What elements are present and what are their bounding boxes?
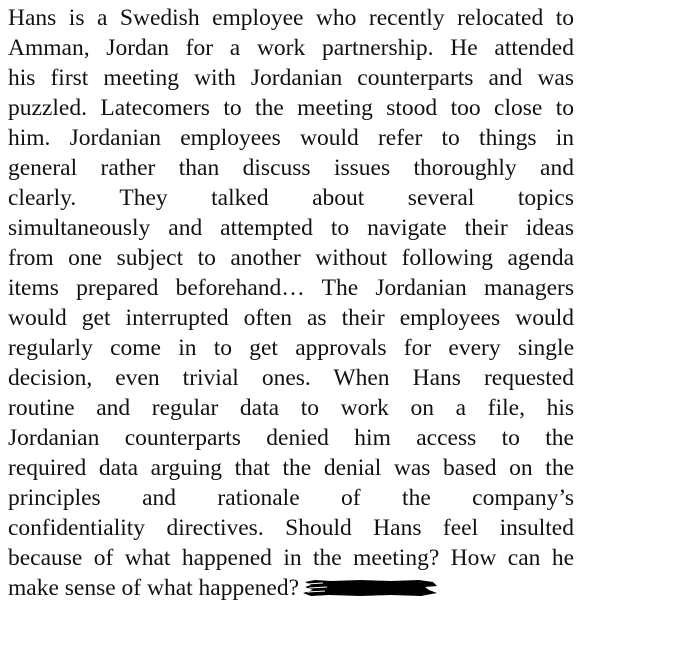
- redaction-scribble: [301, 578, 441, 598]
- last-line-text: make sense of what happened?: [8, 575, 300, 601]
- text-line: general rather than discuss issues thoroughly and: [8, 155, 574, 181]
- text-line: his first meeting with Jordanian counterparts and was: [8, 65, 574, 91]
- text-line: simultaneously and attempted to navigate their ideas: [8, 215, 574, 241]
- text-line: confidentiality directives. Should Hans feel insulted: [8, 515, 574, 541]
- text-line: required data arguing that the denial was based on the: [8, 455, 574, 481]
- redaction-mark: [301, 578, 441, 598]
- text-line: regularly come in to get approvals for every single: [8, 335, 574, 361]
- text-line: clearly. They talked about several topics: [8, 185, 574, 211]
- text-line: Amman, Jordan for a work partnership. He attended: [8, 35, 574, 61]
- text-line: items prepared beforehand… The Jordanian managers: [8, 275, 574, 301]
- text-line-last: [8, 573, 574, 603]
- text-line: decision, even trivial ones. When Hans requested: [8, 365, 574, 391]
- question-text: [8, 3, 574, 603]
- text-line: principles and rationale of the company’s: [8, 485, 574, 511]
- text-line: routine and regular data to work on a file, his: [8, 395, 574, 421]
- text-line: from one subject to another without following agenda: [8, 245, 574, 271]
- text-line: him. Jordanian employees would refer to things in: [8, 125, 574, 151]
- text-line: because of what happened in the meeting? How can he: [8, 545, 574, 571]
- text-line: Jordanian counterparts denied him access to the: [8, 425, 574, 451]
- text-line: puzzled. Latecomers to the meeting stood too close to: [8, 95, 574, 121]
- text-line: would get interrupted often as their employees would: [8, 305, 574, 331]
- text-line: Hans is a Swedish employee who recently relocated to: [8, 5, 574, 31]
